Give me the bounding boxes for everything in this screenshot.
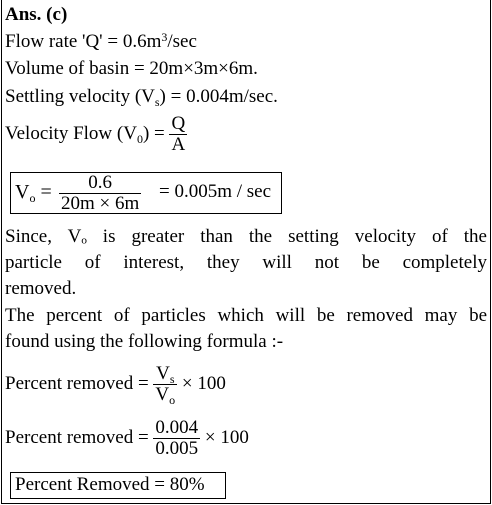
answer-label: Ans. (c) (5, 4, 68, 25)
basin-volume-line: Volume of basin = 20m×3m×6m. (5, 58, 258, 79)
flow-rate-line (5, 31, 197, 53)
formula1-line (5, 364, 226, 405)
vo-denominator-symbol (153, 385, 177, 405)
settling-velocity-suffix: ) = 0.004m/sec. (159, 86, 278, 107)
paragraph2-line1: The percent of particles which will be removed may be (5, 305, 487, 326)
vo-den-subscript: o (169, 393, 176, 407)
paragraph1-line2: particle of interest, they will not be completely (5, 252, 487, 273)
flow-rate-exponent: 3 (161, 30, 168, 44)
formula2-line (5, 418, 249, 459)
flow-rate-text: Flow rate 'Q' = 0.6m (5, 31, 162, 52)
vo-result-box (10, 172, 282, 214)
ratio-denominator: 0.005 (155, 438, 199, 459)
vo-result: = 0.005m / sec (159, 181, 272, 202)
q-over-a-fraction (169, 114, 187, 155)
paragraph1-line3: removed. (5, 278, 77, 299)
q-numerator: Q (171, 113, 186, 134)
final-result-box (10, 472, 226, 499)
ratio-fraction (153, 418, 200, 459)
ratio-numerator: 0.004 (155, 417, 199, 438)
flow-rate-unit: /sec (167, 31, 197, 52)
velocity-flow-sub: 0 (136, 131, 143, 146)
settling-velocity-prefix: Settling velocity (V (5, 86, 155, 107)
final-result-text: Percent Removed = 80% (15, 474, 205, 495)
vo-fraction (59, 173, 141, 214)
settling-velocity-sub: s (154, 95, 160, 109)
a-denominator: A (171, 134, 186, 155)
vo-symbol: V (15, 181, 30, 203)
formula2-label: Percent removed = (5, 426, 149, 448)
vs-over-vo-fraction (153, 364, 177, 405)
vo-denominator: 20m × 6m (61, 193, 140, 214)
velocity-flow-suffix: ) = (142, 122, 165, 144)
vs-subscript: s (169, 372, 175, 386)
vs-numerator (153, 364, 177, 385)
vo-numerator: 0.6 (59, 173, 141, 194)
paragraph2-line2: found using the following formula :- (5, 331, 284, 352)
vo-subscript: o (29, 191, 36, 205)
settling-velocity-line (5, 86, 278, 108)
formula2-times: × 100 (204, 426, 249, 448)
velocity-flow-line (5, 114, 187, 155)
vo-den-symbol: V (155, 384, 170, 405)
velocity-flow-prefix: Velocity Flow (V (5, 122, 137, 144)
formula1-times: × 100 (181, 372, 226, 394)
vo-equals: = (40, 181, 52, 203)
paragraph1-line1: Since, Vₒ is greater than the setting velocity of the (5, 226, 487, 247)
formula1-label: Percent removed = (5, 372, 149, 394)
vs-symbol: V (156, 363, 170, 384)
